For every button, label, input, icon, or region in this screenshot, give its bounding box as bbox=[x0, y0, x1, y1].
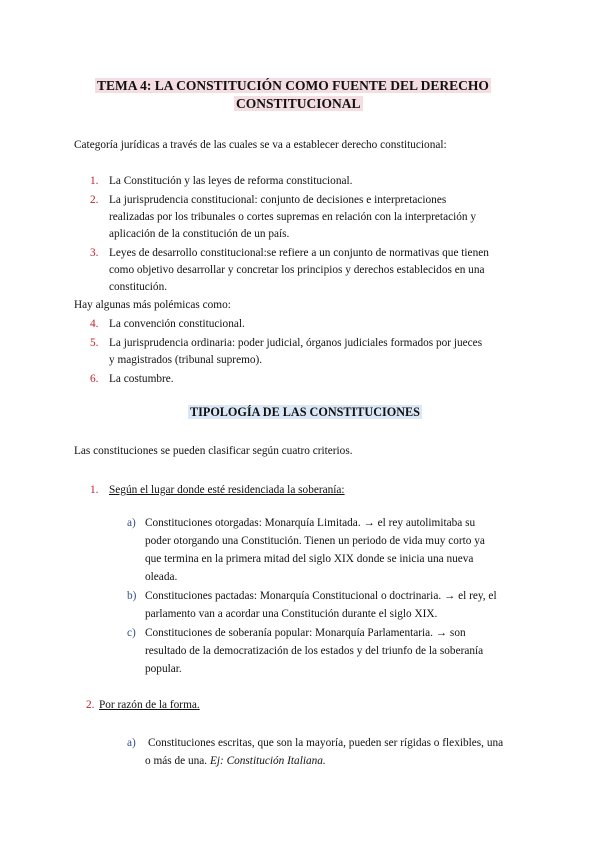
sublist1-b-line-1: Constituciones pactadas: Monarquía Constitucional o doctrinaria. → el rey, el bbox=[145, 590, 497, 602]
list1-item-3-line-2: como objetivo desarrollar y concretar los principios y derechos establecidos en una bbox=[109, 264, 485, 276]
sublist1-a-line-2: poder otorgando una Constitución. Tienen un periodo de vida muy corto ya bbox=[145, 535, 485, 547]
sublist1-c-line-2: resultado de la democratización de los estados y del triunfo de la soberanía bbox=[145, 645, 484, 657]
criterion-1-label: Según el lugar donde esté residenciada la soberanía: bbox=[109, 484, 345, 496]
list2-num-4: 4. bbox=[90, 318, 99, 330]
list2-num-5: 5. bbox=[90, 337, 99, 349]
sublist1-a-line-4: oleada. bbox=[145, 571, 178, 583]
list1-num-2: 2. bbox=[90, 194, 99, 206]
sublist2-a-line-2-example: Ej: Constitución Italiana. bbox=[209, 755, 326, 767]
list1-item-2-line-2: realizadas por los tribunales o cortes supremas en relación con la interpretación y bbox=[109, 211, 477, 223]
list2-item-5-line-2: y magistrados (tribunal supremo). bbox=[109, 354, 263, 366]
criterion-2-num: 2. bbox=[86, 699, 95, 711]
list1-item-2-line-3: aplicación de la constitución de un país. bbox=[109, 228, 290, 240]
sublist1-letter-c: c) bbox=[127, 627, 136, 639]
sublist1-letter-b: b) bbox=[127, 590, 137, 602]
criterion-1-num: 1. bbox=[90, 484, 99, 496]
sublist1-b-line-2: parlamento van a acordar una Constitución durante el siglo XIX. bbox=[145, 608, 438, 620]
list2-num-6: 6. bbox=[90, 373, 99, 385]
sublist2-a-line-2-plain: o más de una. bbox=[145, 755, 208, 767]
list1-item-3-line-3: constitución. bbox=[109, 281, 168, 293]
list1-item-1-line-1: La Constitución y las leyes de reforma constitucional. bbox=[109, 175, 353, 187]
list1-item-3-line-1: Leyes de desarrollo constitucional:se refiere a un conjunto de normativas que tienen bbox=[109, 247, 489, 259]
sublist1-letter-a: a) bbox=[127, 517, 136, 529]
sublist1-a-line-3: que termina en la primera mitad del siglo XIX donde se inicia una nueva bbox=[145, 553, 474, 565]
section-title: TIPOLOGÍA DE LAS CONSTITUCIONES bbox=[190, 405, 420, 419]
sublist1-c-line-1: Constituciones de soberanía popular: Monarquía Parlamentaria. → son bbox=[145, 627, 466, 639]
intro-text: Categoría jurídicas a través de las cuales se va a establecer derecho constitucional: bbox=[74, 139, 447, 151]
sublist1-a-line-1: Constituciones otorgadas: Monarquía Limitada. → el rey autolimitaba su bbox=[145, 517, 476, 529]
sublist2-letter-a: a) bbox=[127, 737, 136, 749]
list1-item-2-line-1: La jurisprudencia constitucional: conjunto de decisiones e interpretaciones bbox=[109, 194, 447, 206]
list2-item-6-line-1: La costumbre. bbox=[109, 373, 174, 385]
sublist2-a-line-2 bbox=[145, 755, 326, 767]
criterion-2-label: Por razón de la forma. bbox=[99, 699, 200, 711]
list2-item-5-line-1: La jurisprudencia ordinaria: poder judicial, órganos judiciales formados por jueces bbox=[109, 337, 483, 349]
sublist2-a-line-1: Constituciones escritas, que son la mayoría, pueden ser rígidas o flexibles, una bbox=[148, 737, 504, 749]
list1-num-1: 1. bbox=[90, 175, 99, 187]
list1-num-3: 3. bbox=[90, 247, 99, 259]
criteria-intro-text: Las constituciones se pueden clasificar según cuatro criterios. bbox=[74, 445, 353, 457]
list2-item-4-line-1: La convención constitucional. bbox=[109, 318, 245, 330]
doc-title-line-1: TEMA 4: LA CONSTITUCIÓN COMO FUENTE DEL DERECHO bbox=[97, 78, 489, 93]
doc-title-line-2: CONSTITUCIONAL bbox=[236, 96, 361, 111]
more-intro-text: Hay algunas más polémicas como: bbox=[74, 299, 231, 311]
sublist1-c-line-3: popular. bbox=[145, 663, 182, 675]
